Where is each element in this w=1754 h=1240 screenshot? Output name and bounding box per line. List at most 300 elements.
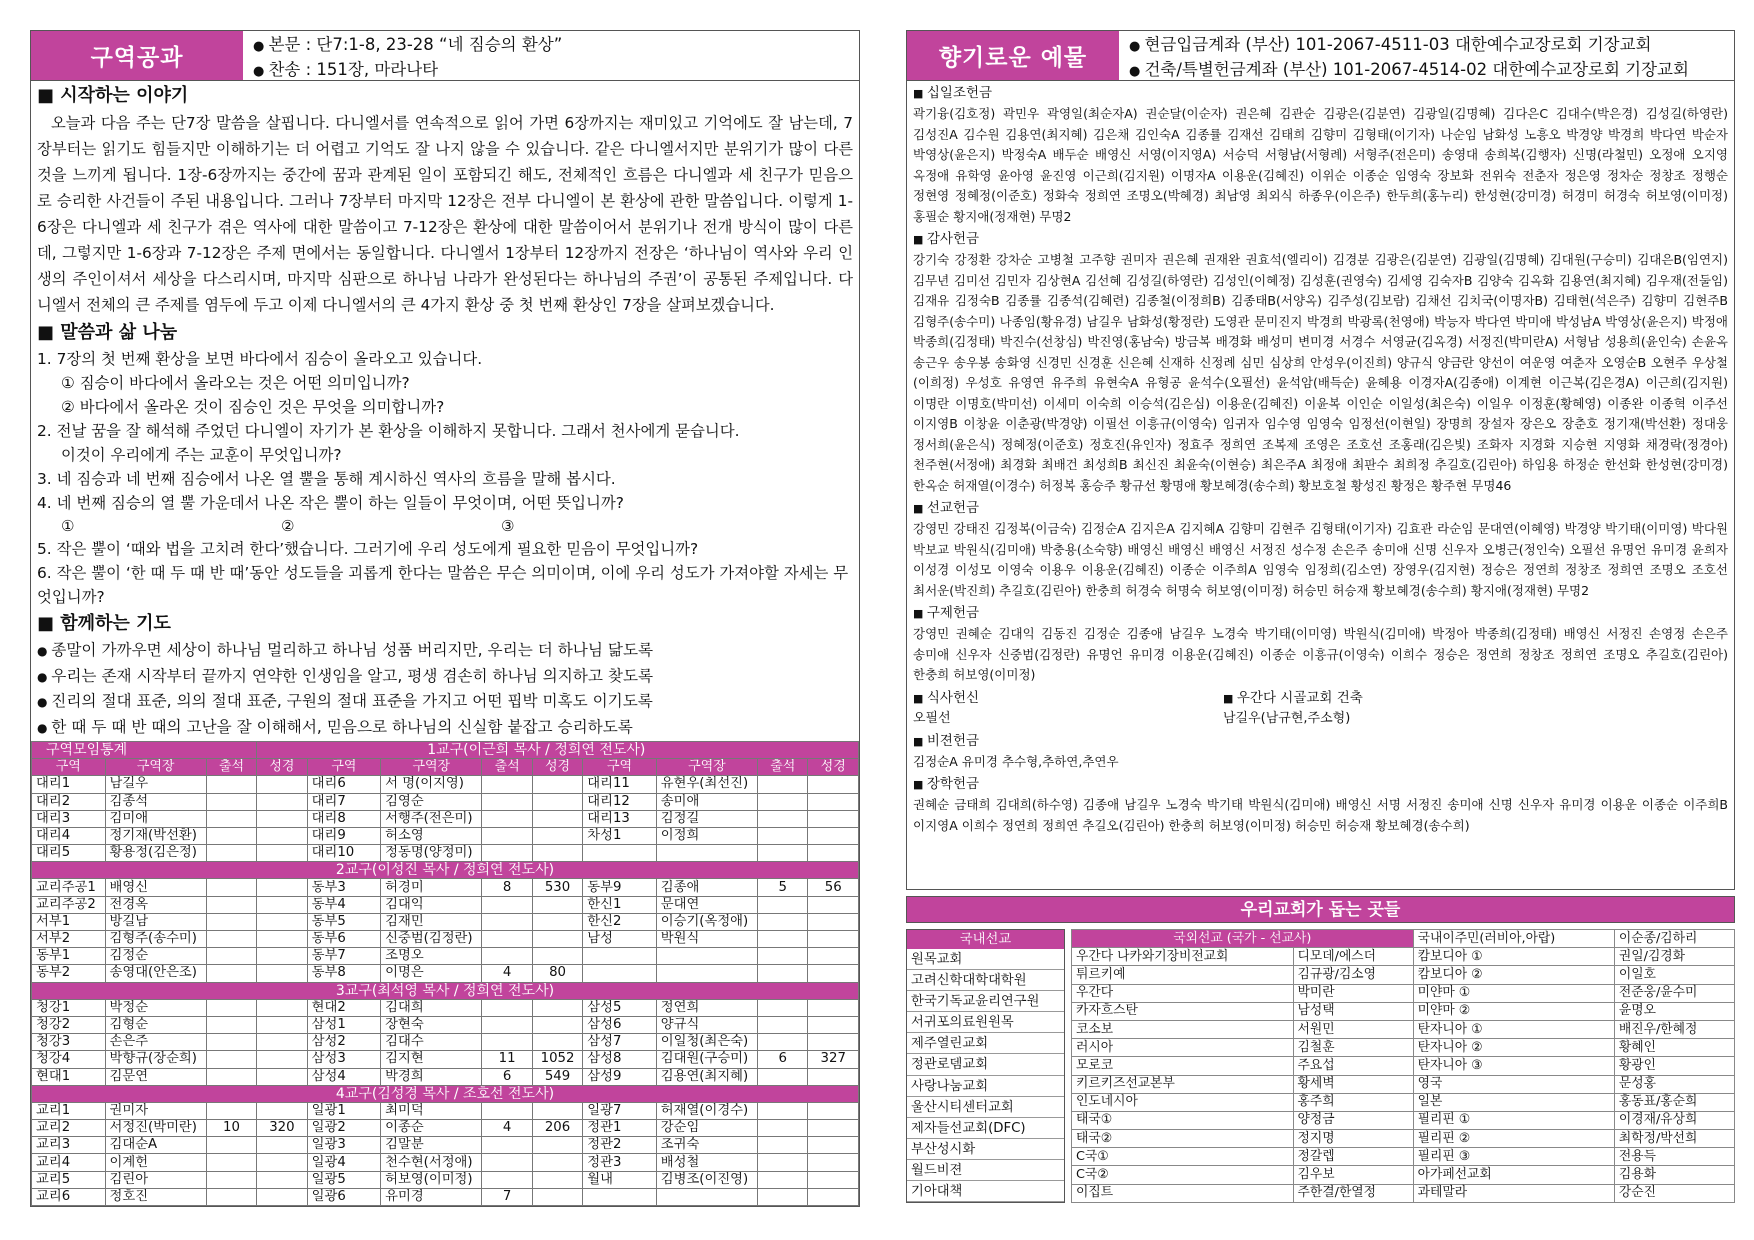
table-cell: 김병조(이진영) [656, 1171, 757, 1188]
table-cell [206, 1068, 256, 1085]
account-line-2: ● 건축/특별헌금계좌 (부산) 101-2067-4514-02 대한예수교장로회 기장교회 [1129, 58, 1724, 83]
table-cell: 박원식 [656, 931, 757, 948]
table-cell: 한신2 [583, 913, 657, 930]
table-cell: 일광3 [307, 1137, 381, 1154]
table-cell: 남길우 [105, 776, 206, 793]
mission-country: 영국 [1413, 1075, 1614, 1093]
table-cell: 정관3 [583, 1154, 657, 1171]
table-cell [758, 793, 808, 810]
table-cell [758, 1034, 808, 1051]
table-cell: 일광6 [307, 1188, 381, 1205]
table-cell: 김린아 [105, 1171, 206, 1188]
mission-country: 인도네시아 [1072, 1093, 1294, 1111]
table-cell: 1052 [532, 1051, 582, 1068]
domestic-mission-list [906, 929, 1065, 1203]
table-cell: 56 [808, 879, 859, 896]
table-row [1072, 1093, 1735, 1111]
missionary-name: 문성홍 [1614, 1075, 1734, 1093]
table-cell: 교리4 [32, 1154, 106, 1171]
table-cell: 신중범(김정란) [381, 931, 482, 948]
table-cell: 동부1 [32, 948, 106, 965]
scholar-heading: ■ 장학헌금 [913, 774, 1728, 795]
domestic-mission-item: 기아대책 [907, 1181, 1064, 1202]
table-cell [532, 1102, 582, 1119]
table-cell [206, 1016, 256, 1033]
table-cell: 김용연(최지혜) [656, 1068, 757, 1085]
missionary-name: 주요섭 [1293, 1057, 1413, 1075]
table-row [32, 931, 859, 948]
table-cell: 서부1 [32, 913, 106, 930]
table-cell [257, 810, 307, 827]
question-5: 5. 작은 뿔이 ‘때와 법을 고치려 한다’했습니다. 그러기에 우리 성도에게 필요한 믿음이 무엇입니까? [37, 540, 699, 558]
table-row [32, 1137, 859, 1154]
table-cell: 교리2 [32, 1120, 106, 1137]
table-cell: 월내 [583, 1171, 657, 1188]
table-cell [257, 965, 307, 982]
missionary-name: 강순진 [1614, 1184, 1734, 1202]
table-cell [206, 776, 256, 793]
missionary-name: 디모데/에스더 [1293, 948, 1413, 966]
table-row [32, 913, 859, 930]
table-cell: 327 [808, 1051, 859, 1068]
lesson-panel [30, 30, 860, 1207]
scripture-line: ● 본문 : 단7:1-8, 23-28 “네 짐승의 환상” [253, 33, 849, 58]
table-cell [656, 948, 757, 965]
table-cell: 조귀숙 [656, 1137, 757, 1154]
table-row [32, 1034, 859, 1051]
table-cell: 대리7 [307, 793, 381, 810]
table-cell: 김재민 [381, 913, 482, 930]
table-cell [257, 1171, 307, 1188]
table-cell: 허소영 [381, 827, 482, 844]
table-cell [257, 1137, 307, 1154]
table-cell: 삼성7 [583, 1034, 657, 1051]
table-cell [257, 1154, 307, 1171]
table-row [1072, 966, 1735, 984]
table-cell: 김대순A [105, 1137, 206, 1154]
table-cell: 정관2 [583, 1137, 657, 1154]
table-cell: 대리5 [32, 845, 106, 862]
table-row [32, 1120, 859, 1137]
column-header: 출석 [758, 759, 808, 776]
district-title: 2교구(이성진 목사 / 정희연 전도사) [32, 862, 859, 879]
table-cell [257, 948, 307, 965]
table-cell: 양규식 [656, 1016, 757, 1033]
table-row [32, 879, 859, 896]
column-header: 출석 [206, 759, 256, 776]
table-cell [808, 1102, 859, 1119]
food-names-row [907, 709, 1734, 729]
table-cell: 김문연 [105, 1068, 206, 1085]
table-cell: 김종석 [105, 793, 206, 810]
table-cell: 김말분 [381, 1137, 482, 1154]
mission-country: C국① [1072, 1148, 1294, 1166]
table-cell [257, 1016, 307, 1033]
table-row [32, 1068, 859, 1085]
missionary-name: 황세벽 [1293, 1075, 1413, 1093]
table-cell: 6 [758, 1051, 808, 1068]
missionary-name: 전용득 [1614, 1148, 1734, 1166]
table-row [32, 845, 859, 862]
table-cell: 549 [532, 1068, 582, 1085]
table-cell: 대리6 [307, 776, 381, 793]
table-cell [808, 896, 859, 913]
table-cell [532, 810, 582, 827]
mission-country: 모로코 [1072, 1057, 1294, 1075]
missionary-name: 정갈렙 [1293, 1148, 1413, 1166]
table-cell [257, 776, 307, 793]
table-cell: 5 [758, 879, 808, 896]
domestic-header: 국내선교 [907, 930, 1064, 949]
table-cell: 교리3 [32, 1137, 106, 1154]
question-6: 6. 작은 뿔이 ‘한 때 두 때 반 때’동안 성도들을 괴롭게 한다는 말씀은 무슨 의미이며, 이에 우리 성도가 가져야할 자세는 무엇입니까? [37, 564, 849, 606]
table-cell [758, 1188, 808, 1205]
table-cell: 현대2 [307, 999, 381, 1016]
table-cell: 이명은 [381, 965, 482, 982]
table-row [32, 793, 859, 810]
support-title: 우리교회가 돕는 곳들 [906, 896, 1735, 923]
table-cell [532, 896, 582, 913]
domestic-mission-item: 고려신학대학대학원 [907, 970, 1064, 991]
table-cell: 4 [482, 965, 532, 982]
table-row [1072, 1130, 1735, 1148]
table-cell [758, 1016, 808, 1033]
table-cell [206, 913, 256, 930]
missionary-name: 홍주희 [1293, 1093, 1413, 1111]
table-row [1072, 1020, 1735, 1038]
mission-country: 캄보디아 ① [1413, 948, 1614, 966]
table-cell [257, 1102, 307, 1119]
domestic-mission-item: 서귀포의료원원목 [907, 1012, 1064, 1033]
table-cell: 동부7 [307, 948, 381, 965]
table-cell [808, 999, 859, 1016]
table-cell [482, 948, 532, 965]
table-cell [808, 1137, 859, 1154]
table-cell: 대리1 [32, 776, 106, 793]
table-cell [532, 1016, 582, 1033]
question-4: 4. 네 번째 짐승의 열 뿔 가운데서 나온 작은 뿔이 하는 일들이 무엇이며, 어떤 뜻입니까? [37, 494, 624, 512]
table-cell: 일광1 [307, 1102, 381, 1119]
lesson-title: 구역공과 [31, 31, 243, 80]
table-cell [808, 948, 859, 965]
table-cell [758, 1120, 808, 1137]
table-cell: 김대희 [381, 999, 482, 1016]
domestic-mission-item: 월드비젼 [907, 1160, 1064, 1181]
table-cell: 일광7 [583, 1102, 657, 1119]
table-cell: 유미경 [381, 1188, 482, 1205]
table-row [1072, 1075, 1735, 1093]
mission-country: C국② [1072, 1166, 1294, 1184]
table-cell: 4 [482, 1120, 532, 1137]
table-cell [257, 999, 307, 1016]
table-cell: 삼성6 [583, 1016, 657, 1033]
prayer-heading: ■ 함께하는 기도 [37, 613, 171, 634]
table-cell [206, 1051, 256, 1068]
table-cell [758, 845, 808, 862]
table-cell: 이일청(최은숙) [656, 1034, 757, 1051]
table-cell [808, 1188, 859, 1205]
table-cell: 이정희 [656, 827, 757, 844]
hymn-line: ● 찬송 : 151장, 마라나타 [253, 58, 849, 83]
table-cell [482, 931, 532, 948]
relief-heading: ■ 구제헌금 [913, 603, 1728, 624]
vision-heading: ■ 비젼헌금 [913, 731, 1728, 752]
tithe-heading: ■ 십일조헌금 [913, 83, 1728, 104]
table-cell [206, 1188, 256, 1205]
missionary-name: 윤명오 [1614, 1002, 1734, 1020]
scholar-names: 권혜순 금태희 김대희(하수영) 김종애 남길우 노경숙 박기태 박원식(김미애) 배영신 서명 서정진 송미애 신명 신우자 유미경 이용운 이종순 이주희B 이지영A 이희수 정연희 정희연 추길오(김린아) 한충희 허보영(이미정) 허승민 허승재 황보혜경(송수희) [913, 797, 1728, 833]
table-cell [206, 965, 256, 982]
table-cell: 김대원(구승미) [656, 1051, 757, 1068]
question-1: 1. 7장의 첫 번째 환상을 보면 바다에서 짐승이 올라오고 있습니다. [37, 350, 483, 368]
table-cell: 동부2 [32, 965, 106, 982]
table-cell: 일광2 [307, 1120, 381, 1137]
table-cell: 김대수 [381, 1034, 482, 1051]
domestic-mission-item: 제자들선교회(DFC) [907, 1118, 1064, 1139]
table-row [1072, 1111, 1735, 1129]
table-cell [257, 913, 307, 930]
food-name: 오필선 [913, 710, 951, 726]
domestic-mission-item: 부산성시화 [907, 1139, 1064, 1160]
table-cell [206, 879, 256, 896]
table-cell: 청강3 [32, 1034, 106, 1051]
table-cell [758, 1154, 808, 1171]
table-cell [758, 948, 808, 965]
table-cell: 김정길 [656, 810, 757, 827]
table-cell [257, 1188, 307, 1205]
table-cell [532, 931, 582, 948]
table-row [32, 827, 859, 844]
question-1b: ② 바다에서 올라온 것이 짐승인 것은 무엇을 의미합니까? [61, 398, 445, 416]
table-cell: 320 [257, 1120, 307, 1137]
table-cell: 삼성3 [307, 1051, 381, 1068]
table-cell: 허재열(이경수) [656, 1102, 757, 1119]
column-header: 구역장 [105, 759, 206, 776]
table-cell: 7 [482, 1188, 532, 1205]
table-cell [206, 896, 256, 913]
table-cell: 송영대(안은조) [105, 965, 206, 982]
table-cell: 손은주 [105, 1034, 206, 1051]
table-cell: 교리주공1 [32, 879, 106, 896]
table-cell [482, 1034, 532, 1051]
table-cell: 대리4 [32, 827, 106, 844]
table-cell [206, 810, 256, 827]
column-header: 성경 [257, 759, 307, 776]
table-cell: 배영신 [105, 879, 206, 896]
table-cell: 삼성2 [307, 1034, 381, 1051]
table-cell [482, 827, 532, 844]
table-cell: 동부9 [583, 879, 657, 896]
table-cell [257, 845, 307, 862]
missionary-name: 홍동표/홍순희 [1614, 1093, 1734, 1111]
table-cell: 서정진(박미란) [105, 1120, 206, 1137]
table-cell: 6 [482, 1068, 532, 1085]
mission-country: 카자흐스탄 [1072, 1002, 1294, 1020]
mission-country: 러시아 [1072, 1039, 1294, 1057]
prayer-item: ● 우리는 존재 시작부터 끝까지 연약한 인생임을 알고, 평생 겸손히 하나님 의지하고 찾도록 [31, 664, 859, 690]
table-cell [808, 776, 859, 793]
overseas-mission-table [1071, 929, 1735, 1203]
table-cell [808, 1034, 859, 1051]
overseas-header: 국외선교 (국가 - 선교사) [1072, 930, 1414, 948]
mission-country: 미얀마 ① [1413, 984, 1614, 1002]
missionary-name: 이일호 [1614, 966, 1734, 984]
table-cell [532, 1154, 582, 1171]
table-cell: 김형주(송수미) [105, 931, 206, 948]
missionary-name: 이경재/유상희 [1614, 1111, 1734, 1129]
table-cell [206, 1102, 256, 1119]
table-cell [758, 776, 808, 793]
table-cell: 허보영(이미정) [381, 1171, 482, 1188]
table-cell: 장현숙 [381, 1016, 482, 1033]
intro-heading: ■ 시작하는 이야기 [37, 85, 189, 106]
table-cell [532, 1137, 582, 1154]
table-cell: 천수현(서정애) [381, 1154, 482, 1171]
mission-country: 탄자니아 ① [1413, 1020, 1614, 1038]
table-cell [206, 948, 256, 965]
thanks-heading: ■ 감사헌금 [913, 229, 1728, 250]
table-cell [656, 845, 757, 862]
table-cell: 삼성8 [583, 1051, 657, 1068]
table-cell [257, 1068, 307, 1085]
table-row [1072, 1002, 1735, 1020]
domestic-mission-item: 제주열린교회 [907, 1033, 1064, 1054]
district-title: 4교구(김성경 목사 / 조호선 전도사) [32, 1085, 859, 1102]
table-cell: 청강1 [32, 999, 106, 1016]
thanks-names: 강기숙 강정환 강차순 고병철 고주향 권미자 권은혜 권재완 권효석(엘리이) 김경분 김광은(김분연) 김광일(김명혜) 김대원(구승미) 김대은B(임연지) 김무년 김미선 김민자 김상현A 김선혜 김성길(하영란) 김성인(이혜정) 김성훈(권영숙) 김세영 김숙자B 김양숙 김옥화 김용연(최지혜) 김우재(전둘임) 김재유 김정숙B 김종률 김종석(김혜련) 김종철(이정희B) 김종태B(서양옥) 김주성(김보람) 김채선 김치국(이명자B) 김태현(석은주) 김향미 김현주B 김형주(송수미) 나종임(황유경) 남길우 남화성(황정란) 도영관 문미진지 박경희 박광록(천영애) 박능자 박다연 박미애 박성남A 박영상(윤은지) 박정애 박종희(김정태) 박진수(선창심) 박진영(홍남숙) 방금복 배경화 배성미 변미경 서경수 서영균(김옥경) 서정진(박미란A) 서형남 성용희(윤인숙) 손윤옥 송근우 송우봉 송화영 신경민 신경훈 신은혜 신재하 신정례 심민 심상희 안성우(이진희) 양규식 양금란 양선이 여운영 여춘자 오영순B 오현주 우상철(이희정) 우성호 유영연 유주희 유현숙A 유형공 윤석수(오필선) 윤석암(배득순) 윤혜용 이경자A(김종애) 이계현 이근복(김은경A) 이근희(김지원) 이명란 이명호(박미선) 이세미 이숙희 이승석(김은심) 이용운(김혜진) 이윤복 이인순 이일성(최은숙) 이일우 이정훈(황혜영) 이종완 이종혁 이주선 이지영B 이창윤 이춘광(박경양) 이필선 이흥규(이영숙) 임귀자 임수영 임영숙 임정선(이현일) 장명희 장설자 장은오 장춘호 정기재(박선환) 정대웅 정서희(윤은식) 정혜정(이준호) 정호진(유인자) 정효주 정희연 조복제 조영은 조호선 조홍래(김은빛) 조화자 지경화 지승현 지영화 채경락(정경아) 천주현(서정애) 최경화 최배건 최성희B 최신진 최윤숙(이현승) 최은주A 최정애 최판수 최희정 추길호(김린아) 하임용 하정순 한선화 한성현(강미경) 한옥순 허재열(이경수) 허정복 홍승주 황규선 황명애 황보혜경(송수희) 황보호철 황성진 황정은 황주현 무명46 [913, 252, 1728, 493]
domestic-mission-item: 한국기독교윤리연구원 [907, 991, 1064, 1012]
table-cell [532, 1171, 582, 1188]
table-cell: 동부8 [307, 965, 381, 982]
table-cell [532, 948, 582, 965]
table-cell [482, 1102, 532, 1119]
column-header: 출석 [482, 759, 532, 776]
table-cell [257, 1051, 307, 1068]
column-header: 구역 [32, 759, 106, 776]
mission-country: 키르키즈선교본부 [1072, 1075, 1294, 1093]
table-row [1072, 1057, 1735, 1075]
table-cell: 박정순 [105, 999, 206, 1016]
table-row [32, 1016, 859, 1033]
mission-country: 우간다 [1072, 984, 1294, 1002]
table-cell [758, 810, 808, 827]
table-cell [758, 1102, 808, 1119]
table-cell: 김지현 [381, 1051, 482, 1068]
table-cell [808, 793, 859, 810]
table-cell: 삼성1 [307, 1016, 381, 1033]
missionary-name: 최학정/박선희 [1614, 1130, 1734, 1148]
table-row [32, 1171, 859, 1188]
table-cell: 김대익 [381, 896, 482, 913]
table-cell: 대리8 [307, 810, 381, 827]
table-cell: 차성1 [583, 827, 657, 844]
table-cell [206, 793, 256, 810]
table-cell [758, 999, 808, 1016]
mission-country: 이집트 [1072, 1184, 1294, 1202]
missionary-name: 전준웅/윤수미 [1614, 984, 1734, 1002]
table-cell: 현대1 [32, 1068, 106, 1085]
missionary-name: 남성택 [1293, 1002, 1413, 1020]
table-cell: 8 [482, 879, 532, 896]
table-cell: 교리1 [32, 1102, 106, 1119]
table-cell: 대리13 [583, 810, 657, 827]
mission-country: 필리핀 ③ [1413, 1148, 1614, 1166]
table-cell: 11 [482, 1051, 532, 1068]
table-cell [206, 1154, 256, 1171]
table-cell [482, 776, 532, 793]
table-cell [583, 965, 657, 982]
table-cell: 대리3 [32, 810, 106, 827]
table-cell: 황용정(김은정) [105, 845, 206, 862]
table-cell [532, 776, 582, 793]
mission-country: 필리핀 ② [1413, 1130, 1614, 1148]
table-cell: 이승기(옥정애) [656, 913, 757, 930]
table-cell: 이종순 [381, 1120, 482, 1137]
table-cell [206, 1137, 256, 1154]
missionary-name: 김규광/김소영 [1293, 966, 1413, 984]
table-cell: 삼성9 [583, 1068, 657, 1085]
table-cell: 문대연 [656, 896, 757, 913]
question-2: 2. 전날 꿈을 잘 해석해 주었던 다니엘이 자기가 본 환상을 이해하지 못합니다. 그래서 천사에게 묻습니다. [37, 422, 740, 440]
column-header: 구역 [307, 759, 381, 776]
table-cell [482, 896, 532, 913]
question-2b: 이것이 우리에게 주는 교훈이 무엇입니까? [61, 446, 342, 464]
answer-slots [31, 515, 859, 537]
table-cell [206, 827, 256, 844]
table-cell [482, 1016, 532, 1033]
table-cell [532, 793, 582, 810]
table-cell [482, 793, 532, 810]
uganda-name: 남길우(남규현,주소형) [1223, 710, 1351, 726]
mission-country: 코소보 [1072, 1020, 1294, 1038]
table-cell: 동부5 [307, 913, 381, 930]
missionary-name: 김철훈 [1293, 1039, 1413, 1057]
column-header: 구역장 [381, 759, 482, 776]
table-row [1072, 1148, 1735, 1166]
table-cell: 전경옥 [105, 896, 206, 913]
table-cell: 대리10 [307, 845, 381, 862]
table-row [32, 1154, 859, 1171]
table-cell: 강순임 [656, 1120, 757, 1137]
table-cell [532, 1188, 582, 1205]
table-cell [532, 913, 582, 930]
table-cell: 유현우(최선진) [656, 776, 757, 793]
table-cell: 정기재(박선환) [105, 827, 206, 844]
table-row [32, 965, 859, 982]
table-cell: 일광4 [307, 1154, 381, 1171]
relief-names: 강영민 권혜순 김대익 김동진 김정순 김종애 남길우 노경숙 박기태(이미영) 박원식(김미애) 박정아 박종희(김정태) 배영신 서정진 손영정 손은주 송미애 신우자 신중범(김정란) 유명언 유미경 이용운(김혜진) 이종순 이흥규(이영숙) 이희수 정승은 정연희 정창조 정희연 조명오 추길호(김린아) 한충희 허보영(이미정) [913, 626, 1728, 682]
table-cell [808, 1016, 859, 1033]
table-cell [758, 913, 808, 930]
table-row [32, 896, 859, 913]
table-cell: 이계헌 [105, 1154, 206, 1171]
table-cell: 한신1 [583, 896, 657, 913]
table-cell [482, 999, 532, 1016]
table-cell [808, 810, 859, 827]
table-cell [257, 896, 307, 913]
offering-panel [906, 30, 1735, 890]
table-cell: 530 [532, 879, 582, 896]
table-cell: 최미덕 [381, 1102, 482, 1119]
table-cell: 김형순 [105, 1016, 206, 1033]
table-cell: 송미애 [656, 793, 757, 810]
mission-country: 탄자니아 ③ [1413, 1057, 1614, 1075]
table-row [32, 948, 859, 965]
table-row [32, 1188, 859, 1205]
table-cell [808, 1171, 859, 1188]
missionary-name: 황혜인 [1614, 1039, 1734, 1057]
table-cell [758, 1171, 808, 1188]
